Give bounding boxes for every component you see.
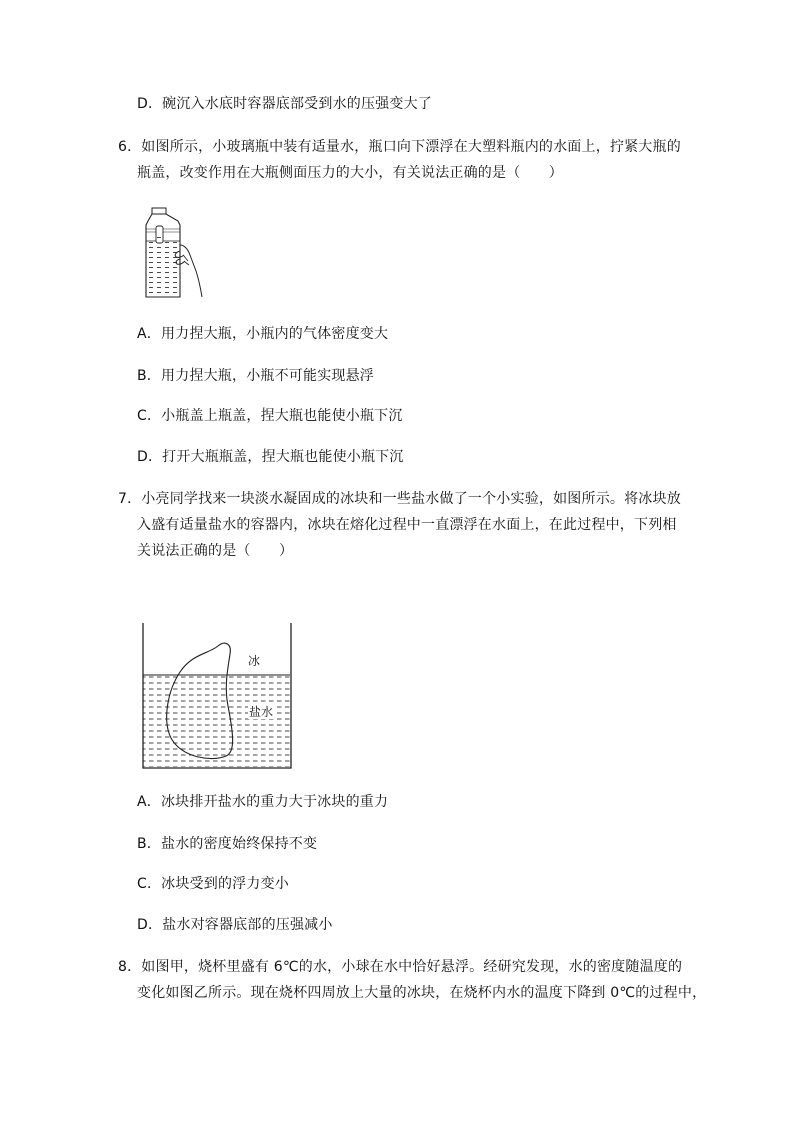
q7-option-c: C．冰块受到的浮力变小 [137,876,289,892]
ice-label: 冰 [248,654,261,668]
bottle-water [147,241,179,296]
q6-bottle-figure [140,205,204,301]
salt-water [143,675,290,767]
q7-option-a: A．冰块排开盐水的重力大于冰块的重力 [137,794,389,810]
q6-option-a: A．用力捏大瓶，小瓶内的气体密度变大 [137,326,389,342]
bottle-cap [152,208,166,214]
q6-option-c: C．小瓶盖上瓶盖，捏大瓶也能使小瓶下沉 [137,408,403,424]
q6-stem-line-1: 6．如图所示，小玻璃瓶中装有适量水，瓶口向下漂浮在大塑料瓶内的水面上，拧紧大瓶的 [118,139,681,155]
q7-option-b: B．盐水的密度始终保持不变 [137,836,318,852]
q7-stem-line-3: 关说法正确的是（ ） [137,543,294,559]
q8-stem-line-2: 变化如图乙所示。现在烧杯四周放上大量的冰块，在烧杯内水的温度下降到 0℃的过程中， [137,985,707,1001]
salt-water-label: 盐水 [249,705,274,719]
q6-option-d: D．打开大瓶瓶盖，捏大瓶也能使小瓶下沉 [137,449,404,465]
q6-option-b: B．用力捏大瓶，小瓶不可能实现悬浮 [137,368,375,384]
q7-container-figure [140,620,296,772]
q6-stem-line-2: 瓶盖，改变作用在大瓶侧面压力的大小，有关说法正确的是（ ） [137,165,563,181]
q5-option-d: D．碗沉入水底时容器底部受到水的压强变大了 [137,96,432,112]
q8-stem-line-1: 8．如图甲，烧杯里盛有 6℃的水，小球在水中恰好悬浮。经研究发现，水的密度随温度的 [118,959,683,975]
q7-stem-line-2: 入盛有适量盐水的容器内，冰块在熔化过程中一直漂浮在水面上，在此过程中，下列相 [137,517,677,533]
q7-stem-line-1: 7．小亮同学找来一块淡水凝固成的冰块和一些盐水做了一个小实验，如图所示。将冰块放 [118,491,681,507]
q7-option-d: D．盐水对容器底部的压强减小 [137,917,333,933]
